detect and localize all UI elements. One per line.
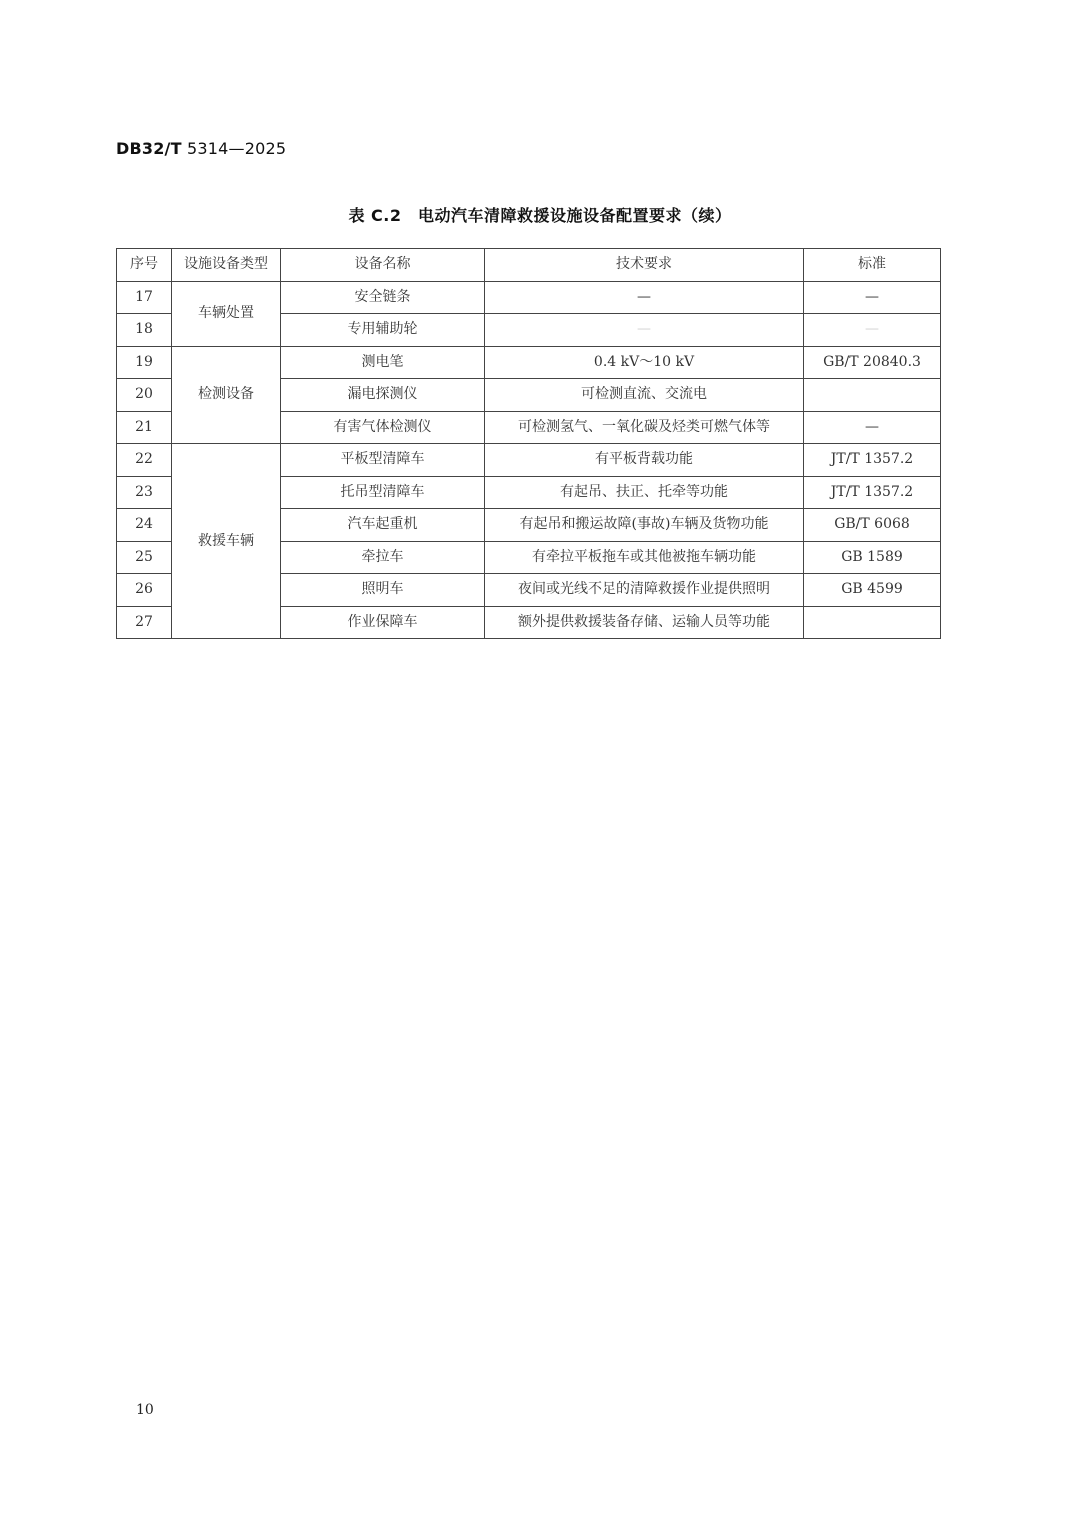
table-title: 表 C.2 电动汽车清障救援设施设备配置要求（续） [348,206,732,225]
cell-no: 18 [117,314,172,347]
cell-name: 作业保障车 [281,606,485,639]
cell-name: 有害气体检测仪 [281,411,485,444]
table-row [117,444,941,477]
header-cell-standard: 标准 [804,249,941,282]
page-number: 10 [136,1402,154,1418]
document-code-prefix: DB32/T [116,139,182,158]
cell-standard: GB 4599 [804,574,941,607]
cell-name: 漏电探测仪 [281,379,485,412]
cell-no: 27 [117,606,172,639]
cell-requirement: 0.4 kV～10 kV [485,346,804,379]
cell-no: 25 [117,541,172,574]
cell-requirement: 可检测氢气、一氧化碳及烃类可燃气体等 [485,411,804,444]
cell-category: 车辆处置 [172,281,281,346]
document-code [116,139,286,158]
cell-name: 汽车起重机 [281,509,485,542]
header-cell-requirement: 技术要求 [485,249,804,282]
cell-no: 23 [117,476,172,509]
cell-standard [804,606,941,639]
cell-standard: GB/T 20840.3 [804,346,941,379]
cell-name: 测电笔 [281,346,485,379]
cell-standard: — [804,281,941,314]
cell-standard: — [804,411,941,444]
cell-requirement: 夜间或光线不足的清障救援作业提供照明 [485,574,804,607]
cell-requirement: 有起吊和搬运故障(事故)车辆及货物功能 [485,509,804,542]
cell-name: 专用辅助轮 [281,314,485,347]
cell-no: 22 [117,444,172,477]
header-cell-category: 设施设备类型 [172,249,281,282]
cell-requirement: — [485,281,804,314]
cell-standard: GB 1589 [804,541,941,574]
cell-name: 安全链条 [281,281,485,314]
table-header-row [117,249,941,282]
header-cell-no: 序号 [117,249,172,282]
cell-name: 托吊型清障车 [281,476,485,509]
cell-name: 照明车 [281,574,485,607]
cell-no: 19 [117,346,172,379]
cell-category: 救援车辆 [172,444,281,639]
cell-no: 24 [117,509,172,542]
table-row [117,346,941,379]
cell-no: 17 [117,281,172,314]
cell-standard [804,379,941,412]
cell-no: 20 [117,379,172,412]
cell-requirement: 有平板背载功能 [485,444,804,477]
cell-standard: — [804,314,941,347]
cell-no: 21 [117,411,172,444]
cell-requirement: 可检测直流、交流电 [485,379,804,412]
cell-category: 检测设备 [172,346,281,444]
cell-name: 平板型清障车 [281,444,485,477]
document-code-number: 5314—2025 [187,139,287,158]
cell-name: 牵拉车 [281,541,485,574]
equipment-table [116,248,941,639]
cell-requirement: 有起吊、扶正、托牵等功能 [485,476,804,509]
cell-requirement: — [485,314,804,347]
cell-standard: GB/T 6068 [804,509,941,542]
cell-requirement: 额外提供救援装备存储、运输人员等功能 [485,606,804,639]
header-cell-name: 设备名称 [281,249,485,282]
cell-no: 26 [117,574,172,607]
cell-standard: JT/T 1357.2 [804,444,941,477]
table-row [117,281,941,314]
cell-standard: JT/T 1357.2 [804,476,941,509]
cell-requirement: 有牵拉平板拖车或其他被拖车辆功能 [485,541,804,574]
